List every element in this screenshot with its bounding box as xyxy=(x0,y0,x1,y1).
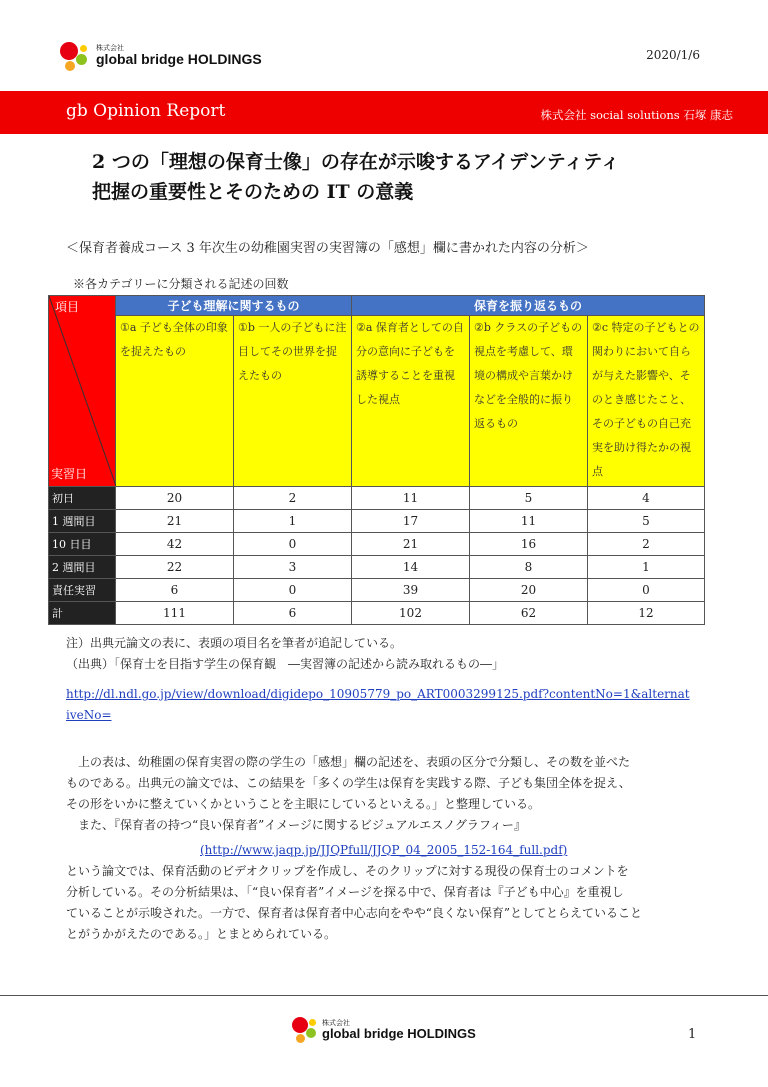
table-cell: 21 xyxy=(352,533,470,556)
category-header: ②b クラスの子どもの視点を考慮して、環境の構成や言葉かけなどを全般的に振り返るもの xyxy=(470,316,588,487)
source-url-line-2[interactable]: iveNo= xyxy=(66,708,112,722)
title-line-1: 2 つの「理想の保育士像」の存在が示唆するアイデンティティ xyxy=(92,151,620,173)
table-cell: 42 xyxy=(116,533,234,556)
table-note: ※各カテゴリーに分類される記述の回数 xyxy=(73,277,289,291)
table-cell: 20 xyxy=(470,579,588,602)
banner-title: gb Opinion Report xyxy=(66,101,226,121)
table-cell: 0 xyxy=(588,579,705,602)
table-cell: 3 xyxy=(234,556,352,579)
logo-name: global bridge HOLDINGS xyxy=(322,1026,476,1041)
category-header: ①a 子ども全体の印象を捉えたもの xyxy=(116,316,234,487)
corner-bottom-label: 実習日 xyxy=(51,467,88,481)
table-cell: 5 xyxy=(588,510,705,533)
category-header: ①b 一人の子どもに注目してその世界を捉えたもの xyxy=(234,316,352,487)
reference-url[interactable] xyxy=(200,840,620,861)
row-label: 2 週間目 xyxy=(49,556,116,579)
table-notes xyxy=(66,633,706,675)
row-label: 1 週間目 xyxy=(49,510,116,533)
reference-url-link[interactable]: (http://www.jaqp.jp/JJQPfull/JJQP_04_2005_152-164_full.pdf) xyxy=(200,843,568,857)
body-line: 上の表は、幼稚園の保育実習の際の学生の「感想」欄の記述を、表頭の区分で分類し、その数を並べた xyxy=(66,755,631,769)
corner-top-label: 項目 xyxy=(55,300,80,314)
table-cell: 14 xyxy=(352,556,470,579)
table-cell: 6 xyxy=(234,602,352,625)
category-header: ②a 保育者としての自分の意向に子どもを誘導することを重視した視点 xyxy=(352,316,470,487)
source-url[interactable] xyxy=(66,684,726,726)
table-cell: 6 xyxy=(116,579,234,602)
table-cell: 62 xyxy=(470,602,588,625)
row-label: 初日 xyxy=(49,487,116,510)
source-line: （出典）「保育士を目指す学生の保育観 ―実習簿の記述から読み取れるもの―」 xyxy=(66,657,505,671)
table-cell: 102 xyxy=(352,602,470,625)
note-line: 注）出典元論文の表に、表頭の項目名を筆者が追記している。 xyxy=(66,636,403,650)
table-cell: 1 xyxy=(234,510,352,533)
body-line: ていることが示唆された。一方で、保育者は保育者中心志向をやや“良くない保育”としてとらえていること xyxy=(66,906,643,920)
source-url-line-1[interactable]: http://dl.ndl.go.jp/view/download/digidepo_10905779_po_ART0003299125.pdf?contentNo=1&alternat xyxy=(66,687,690,701)
title-line-2: 把握の重要性とそのための IT の意義 xyxy=(92,181,414,203)
body-paragraph-2 xyxy=(66,861,706,945)
table-row xyxy=(49,579,705,602)
table-row xyxy=(49,533,705,556)
table-cell: 8 xyxy=(470,556,588,579)
row-label: 責任実習 xyxy=(49,579,116,602)
table-cell: 111 xyxy=(116,602,234,625)
body-line: その形をいかに整えていくかということを主眼にしているといえる。」と整理している。 xyxy=(66,797,541,811)
table-row xyxy=(49,556,705,579)
report-banner xyxy=(0,91,768,134)
table-cell: 12 xyxy=(588,602,705,625)
company-logo xyxy=(58,40,298,76)
footer-logo xyxy=(290,1015,510,1049)
table-cell: 0 xyxy=(234,533,352,556)
table-cell: 20 xyxy=(116,487,234,510)
footer-divider xyxy=(0,995,768,996)
row-label: 計 xyxy=(49,602,116,625)
table-cell: 17 xyxy=(352,510,470,533)
table-cell: 5 xyxy=(470,487,588,510)
group-header-2: 保育を振り返るもの xyxy=(352,296,705,316)
body-line: 分析している。その分析結果は、「“良い保育者”イメージを探る中で、保育者は『子ども中心』を重視し xyxy=(66,885,624,899)
table-cell: 1 xyxy=(588,556,705,579)
table-row xyxy=(49,510,705,533)
logo-small-text: 株式会社 xyxy=(96,44,124,52)
logo-dots-icon xyxy=(290,1015,322,1047)
body-line: とがうかがえたのである。」とまとめられている。 xyxy=(66,927,337,941)
table-cell: 11 xyxy=(352,487,470,510)
logo-small-text: 株式会社 xyxy=(322,1019,350,1027)
table-cell: 2 xyxy=(588,533,705,556)
body-line: という論文では、保育活動のビデオクリップを作成し、そのクリップに対する現役の保育士のコメントを xyxy=(66,864,629,878)
corner-diagonal-line xyxy=(49,296,116,486)
body-line: また、『保育者の持つ“良い保育者”イメージに関するビジュアルエスノグラフィー』 xyxy=(66,818,526,832)
section-subtitle: ＜保育者養成コース 3 年次生の幼稚園実習の実習簿の「感想」欄に書かれた内容の分析＞ xyxy=(66,241,589,256)
category-header: ②c 特定の子どもとの関わりにおいて自らが与えた影響や、そのとき感じたこと、その子どもの自己充実を助け得たかの視点 xyxy=(588,316,705,487)
table-cell: 21 xyxy=(116,510,234,533)
table-cell: 22 xyxy=(116,556,234,579)
table-cell: 39 xyxy=(352,579,470,602)
table-cell: 0 xyxy=(234,579,352,602)
table-row-total xyxy=(49,602,705,625)
table-cell: 2 xyxy=(234,487,352,510)
group-header-1: 子ども理解に関するもの xyxy=(116,296,352,316)
banner-author: 株式会社 social solutions 石塚 康志 xyxy=(540,108,733,122)
table-cell: 16 xyxy=(470,533,588,556)
data-table xyxy=(48,295,705,625)
table-cell: 4 xyxy=(588,487,705,510)
table-corner xyxy=(49,296,116,487)
body-line: ものである。出典元の論文では、この結果を「多くの学生は保育を実践する際、子ども集団全体を捉え、 xyxy=(66,776,631,790)
logo-name: global bridge HOLDINGS xyxy=(96,51,262,67)
row-label: 10 日目 xyxy=(49,533,116,556)
page-title xyxy=(92,147,620,207)
page-number: 1 xyxy=(688,1027,697,1042)
body-paragraph-1 xyxy=(66,752,706,836)
table-row xyxy=(49,487,705,510)
logo-dots-icon xyxy=(58,40,94,76)
report-date: 2020/1/6 xyxy=(646,48,700,62)
table-cell: 11 xyxy=(470,510,588,533)
